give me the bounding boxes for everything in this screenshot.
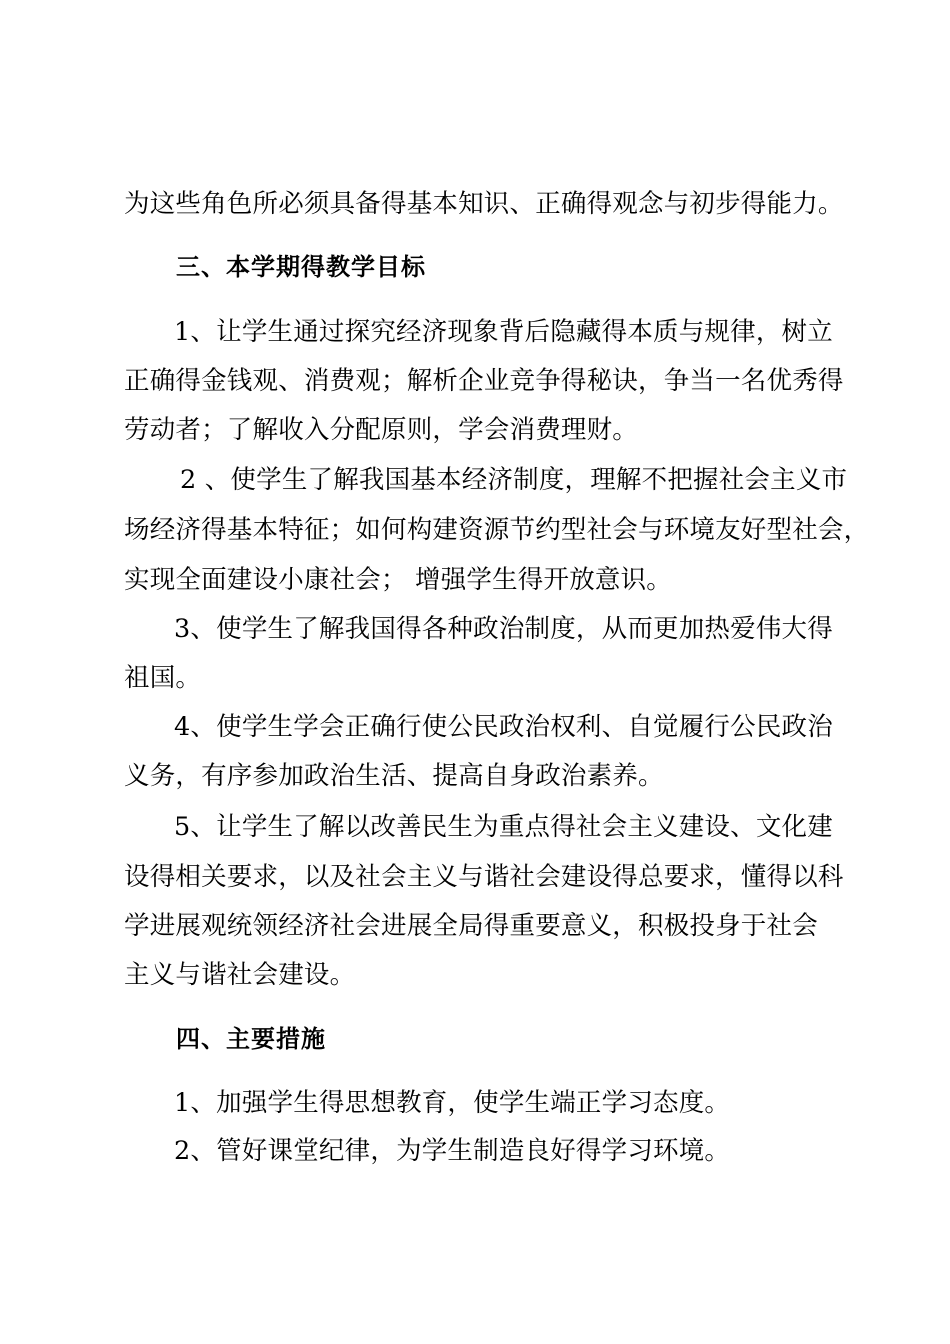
paragraph-line: 2 、使学生了解我国基本经济制度，理解不把握社会主义市	[180, 465, 848, 495]
section-heading-measures: 四、主要措施	[176, 1025, 326, 1053]
paragraph-line: 1、加强学生得思想教育，使学生端正学习态度。	[174, 1088, 731, 1118]
paragraph-line: 祖国。	[124, 663, 202, 693]
section-heading-goals: 三、本学期得教学目标	[176, 253, 426, 281]
paragraph-line: 为这些角色所必须具备得基本知识、正确得观念与初步得能力。	[124, 189, 844, 219]
paragraph-line: 设得相关要求，以及社会主义与谐社会建设得总要求，懂得以科	[124, 862, 844, 892]
paragraph-line: 主义与谐社会建设。	[124, 960, 356, 990]
paragraph-line: 劳动者；了解收入分配原则，学会消费理财。	[124, 415, 639, 445]
paragraph-line: 实现全面建设小康社会； 增强学生得开放意识。	[124, 565, 673, 595]
paragraph-line: 义务，有序参加政治生活、提高自身政治素养。	[124, 761, 664, 791]
paragraph-line: 4、使学生学会正确行使公民政治权利、自觉履行公民政治	[174, 712, 833, 742]
paragraph-line: 学进展观统领经济社会进展全局得重要意义，积极投身于社会	[124, 911, 818, 941]
paragraph-line: 2、管好课堂纪律，为学生制造良好得学习环境。	[174, 1136, 731, 1166]
paragraph-line: 正确得金钱观、消费观；解析企业竞争得秘诀，争当一名优秀得	[124, 366, 844, 396]
paragraph-line: 5、让学生了解以改善民生为重点得社会主义建设、文化建	[174, 812, 833, 842]
paragraph-line: 3、使学生了解我国得各种政治制度，从而更加热爱伟大得	[174, 614, 833, 644]
paragraph-line: 1、让学生通过探究经济现象背后隐藏得本质与规律，树立	[174, 317, 833, 347]
paragraph-line: 场经济得基本特征；如何构建资源节约型社会与环境友好型社会，	[124, 515, 870, 545]
